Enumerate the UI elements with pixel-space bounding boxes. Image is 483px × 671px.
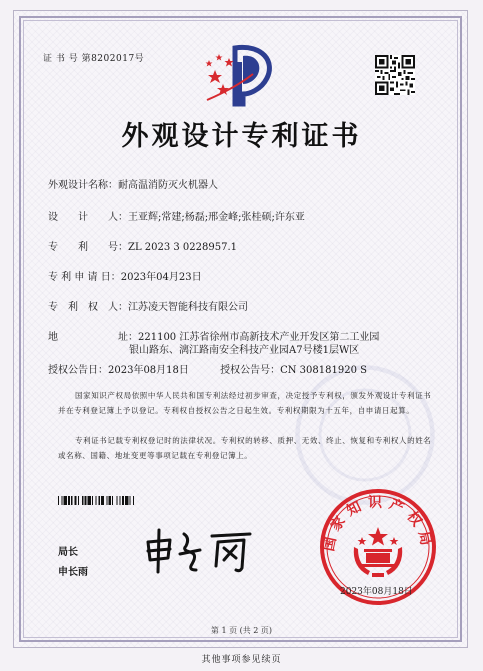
patentee-value: 江苏凌天智能科技有限公司 bbox=[128, 302, 248, 313]
cnipa-logo-icon bbox=[205, 40, 280, 110]
grant-date-label: 授权公告日： bbox=[48, 365, 108, 376]
grant-no-label: 授权公告号： bbox=[220, 365, 281, 376]
designer-row bbox=[48, 208, 305, 223]
designer-label: 设 计 人： bbox=[48, 212, 128, 223]
address-label: 地 址： bbox=[48, 332, 138, 343]
design-name-row bbox=[48, 176, 218, 191]
footer-note: 其他事项参见续页 bbox=[201, 655, 282, 665]
patentee-label: 专 利 权 人： bbox=[48, 302, 128, 313]
address-line1: 221100 江苏省徐州市高新技术产业开发区第二工业园 bbox=[138, 332, 380, 343]
svg-text:国家知识产权局 bbox=[320, 494, 435, 553]
patent-no-row bbox=[48, 238, 237, 253]
certificate-title: 外观设计专利证书 bbox=[121, 121, 362, 152]
signatory-title: 局长 bbox=[58, 547, 78, 558]
design-name-label: 外观设计名称： bbox=[48, 180, 118, 191]
design-name-value: 耐高温消防灭火机器人 bbox=[118, 180, 218, 191]
grant-row bbox=[48, 361, 367, 376]
signatory-name: 申长雨 bbox=[58, 567, 88, 578]
address-line2: 银山路东、漓江路南安全科技产业园A7号楼1层W区 bbox=[129, 345, 360, 356]
grant-paragraph: 国家知识产权局依照中华人民共和国专利法经过初步审查，决定授予专利权，颁发外观设计专利证书并在专利登记簿上予以登记。专利权自授权公告之日起生效。专利权期限为十五年，自申请日起算。 bbox=[58, 391, 432, 415]
grant-no-value: CN 308181920 S bbox=[280, 365, 367, 376]
seal-date: 2023年08月18日 bbox=[340, 587, 413, 597]
barcode-icon bbox=[58, 496, 208, 505]
page-number: 第 1 页 (共 2 页) bbox=[210, 626, 273, 635]
grant-date-value: 2023年08月18日 bbox=[108, 365, 189, 376]
patent-no-label: 专 利 号： bbox=[48, 242, 128, 253]
filing-date-row bbox=[48, 268, 202, 283]
patent-no-value: ZL 2023 3 0228957.1 bbox=[128, 242, 238, 253]
signature-icon bbox=[140, 520, 260, 575]
filing-date-value: 2023年04月23日 bbox=[120, 272, 202, 283]
patentee-row bbox=[48, 298, 248, 313]
seal-text: 国家知识产权局 bbox=[322, 496, 434, 553]
filing-date-label: 专 利 申 请 日： bbox=[48, 272, 121, 283]
designer-value: 王亚辉;常建;杨磊;邢金峰;张桂硕;许东亚 bbox=[128, 212, 305, 223]
register-paragraph: 专利证书记载专利权登记时的法律状况。专利权的转移、质押、无效、终止、恢复和专利权人的姓名或名称、国籍、地址变更等事项记载在专利登记簿上。 bbox=[58, 436, 432, 460]
qr-code-icon bbox=[375, 55, 415, 95]
certificate-number: 证 书 号 第8202017号 bbox=[43, 54, 145, 64]
